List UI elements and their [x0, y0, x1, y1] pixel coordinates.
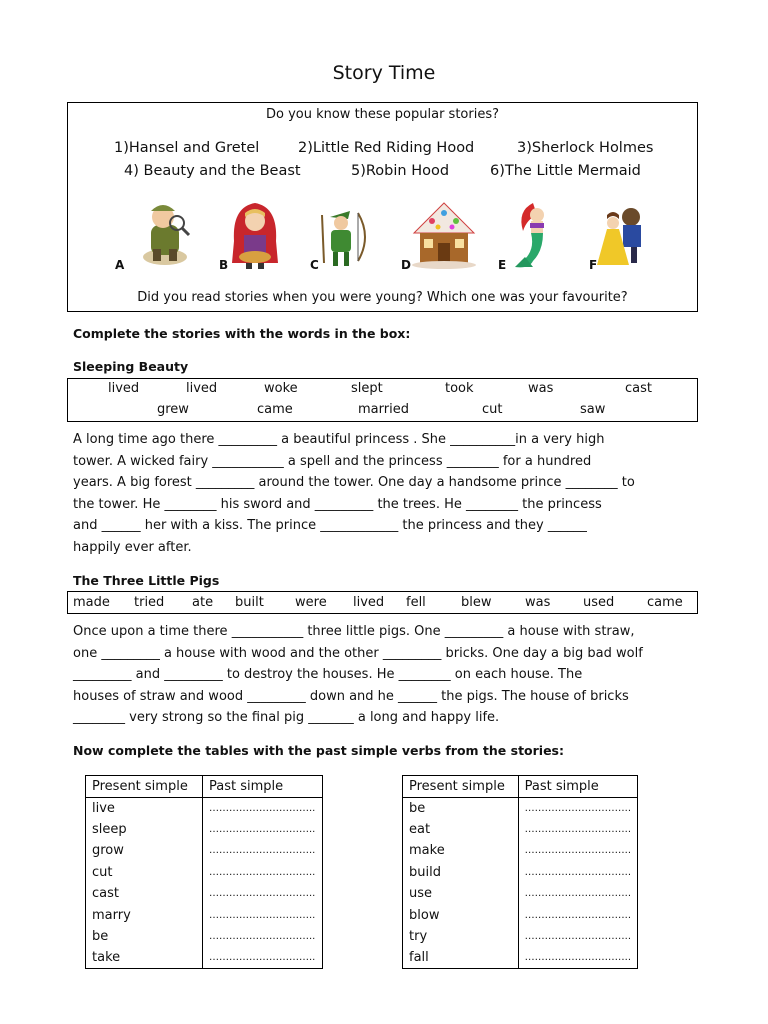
three-little-pigs-text [73, 621, 643, 729]
verb-cell: try [403, 926, 519, 947]
verb-table-left [85, 775, 323, 969]
word: lived [186, 381, 218, 396]
word: made [73, 595, 110, 610]
story-5: 5)Robin Hood [351, 163, 450, 179]
picture-letter-a: A [115, 258, 125, 272]
text-line: the tower. He ________ his sword and _________ the trees. He ________ the princess [73, 496, 602, 512]
answer-blank[interactable]: ………………………….. [518, 862, 637, 883]
picture-letter-f: F [589, 258, 598, 272]
beauty-and-beast-picture [595, 207, 651, 269]
word: was [528, 381, 554, 396]
text-line: houses of straw and wood _________ down and he ______ the pigs. The house of bricks [73, 688, 629, 704]
word: were [295, 595, 327, 610]
word: tried [134, 595, 165, 610]
instruction-complete-tables: Now complete the tables with the past simple verbs from the stories: [73, 743, 564, 758]
sleeping-beauty-text [73, 429, 635, 558]
verb-cell: build [403, 862, 519, 883]
verb-cell: cast [86, 883, 203, 904]
red-riding-hood-picture [226, 201, 284, 271]
intro-box [67, 102, 698, 312]
page-title: Story Time [332, 62, 436, 84]
text-line: _________ and _________ to destroy the houses. He ________ on each house. The [73, 667, 583, 682]
verb-cell: be [403, 798, 519, 819]
three-little-pigs-word-box [67, 591, 698, 614]
text-line: one _________ a house with wood and the other _________ bricks. One day a big bad wolf [73, 645, 643, 661]
verb-cell: sleep [86, 819, 203, 840]
word: lived [353, 595, 385, 610]
verb-table-right [402, 775, 638, 969]
sherlock-picture [133, 199, 197, 267]
word: built [235, 595, 264, 610]
verb-cell: blow [403, 904, 519, 925]
verb-cell: cut [86, 862, 203, 883]
word: lived [108, 381, 140, 396]
verb-cell: be [86, 926, 203, 947]
answer-blank[interactable]: ………………………….. [203, 904, 323, 925]
sleeping-beauty-heading: Sleeping Beauty [73, 359, 189, 374]
three-little-pigs-heading: The Three Little Pigs [73, 573, 220, 588]
text-line: tower. A wicked fairy ___________ a spell and the princess ________ for a hundred [73, 453, 592, 469]
story-6: 6)The Little Mermaid [490, 163, 641, 179]
word: was [525, 595, 551, 610]
text-line: Once upon a time there ___________ three little pigs. One _________ a house with straw, [73, 624, 635, 639]
header-past-simple: Past simple [203, 776, 323, 798]
text-line: ________ very strong so the final pig _______ a long and happy life. [73, 710, 500, 725]
answer-blank[interactable]: ………………………….. [518, 819, 637, 840]
story-2: 2)Little Red Riding Hood [298, 140, 475, 156]
story-4: 4) Beauty and the Beast [124, 163, 301, 179]
robin-hood-picture [314, 207, 370, 271]
answer-blank[interactable]: ………………………….. [203, 840, 323, 861]
answer-blank[interactable]: ………………………….. [518, 904, 637, 925]
verb-cell: use [403, 883, 519, 904]
word: fell [406, 595, 426, 610]
answer-blank[interactable]: ………………………….. [203, 926, 323, 947]
word: used [583, 595, 615, 610]
word: took [445, 381, 474, 396]
story-3: 3)Sherlock Holmes [517, 140, 654, 156]
picture-letter-d: D [401, 258, 411, 272]
header-past-simple: Past simple [518, 776, 637, 798]
word: ate [192, 595, 214, 610]
answer-blank[interactable]: ………………………….. [203, 883, 323, 904]
picture-letter-b: B [219, 258, 229, 272]
verb-cell: grow [86, 840, 203, 861]
mermaid-picture [513, 201, 565, 271]
intro-closing-question: Did you read stories when you were young? Which one was your favourite? [137, 290, 628, 305]
header-present-simple: Present simple [403, 776, 519, 798]
picture-letter-c: C [310, 258, 319, 272]
sleeping-beauty-word-box [67, 378, 698, 422]
verb-cell: take [86, 947, 203, 968]
answer-blank[interactable]: ………………………….. [518, 798, 637, 819]
word: cut [482, 402, 503, 417]
word: came [647, 595, 683, 610]
word: grew [157, 402, 189, 417]
picture-letter-e: E [498, 258, 507, 272]
answer-blank[interactable]: ………………………….. [203, 947, 323, 968]
text-line: A long time ago there _________ a beautiful princess . She __________in a very high [73, 432, 605, 447]
answer-blank[interactable]: ………………………….. [203, 798, 323, 819]
answer-blank[interactable]: ………………………….. [518, 883, 637, 904]
verb-cell: eat [403, 819, 519, 840]
verb-cell: make [403, 840, 519, 861]
answer-blank[interactable]: ………………………….. [518, 926, 637, 947]
verb-cell: live [86, 798, 203, 819]
word: cast [625, 381, 652, 396]
text-line: happily ever after. [73, 539, 192, 555]
word: woke [264, 381, 298, 396]
verb-cell: marry [86, 904, 203, 925]
text-line: and ______ her with a kiss. The prince ____________ the princess and they ______ [73, 518, 587, 533]
answer-blank[interactable]: ………………………….. [518, 840, 637, 861]
word: saw [580, 402, 606, 417]
answer-blank[interactable]: ………………………….. [203, 862, 323, 883]
header-present-simple: Present simple [86, 776, 203, 798]
word: married [358, 402, 409, 417]
story-1: 1)Hansel and Gretel [114, 140, 260, 156]
intro-question: Do you know these popular stories? [265, 107, 500, 122]
instruction-complete-stories: Complete the stories with the words in the box: [73, 326, 411, 341]
text-line: years. A big forest _________ around the tower. One day a handsome prince ________ to [73, 475, 635, 490]
answer-blank[interactable]: ………………………….. [203, 819, 323, 840]
gingerbread-house-picture [408, 199, 480, 269]
answer-blank[interactable]: ………………………….. [518, 947, 637, 968]
word: blew [461, 595, 492, 610]
verb-cell: fall [403, 947, 519, 968]
word: slept [351, 381, 383, 396]
word: came [257, 402, 293, 417]
